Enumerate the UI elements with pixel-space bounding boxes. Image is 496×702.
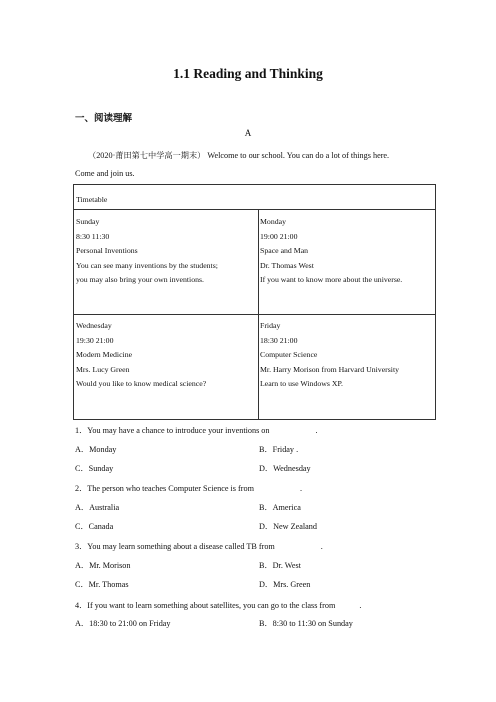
section-heading: 一、阅读理解 [75,114,133,124]
timetable-header: Timetable [76,195,108,204]
cell-time: 19:30 21:00 [76,335,114,345]
cell-teacher: Dr. Thomas West [260,260,314,270]
option-c[interactable]: C．Sunday [75,464,114,473]
cell-time: 18:30 21:00 [260,335,298,345]
question-1 [75,425,318,436]
cell-time: 8:30 11:30 [76,231,110,241]
question-end: . [359,601,362,610]
timetable-cell-friday [260,319,399,392]
question-end: . [299,484,302,493]
cell-note: Would you like to know medical science? [76,379,207,388]
question-stem: 1．You may have a chance to introduce your inventions on [75,426,270,435]
question-4 [75,600,361,611]
option-a[interactable]: A．Australia [75,503,120,512]
option-d[interactable]: D．New Zealand [259,522,317,531]
cell-course: Computer Science [260,350,318,359]
question-2 [75,483,302,494]
cell-detail: You can see many inventions by the students; [76,260,218,270]
question-stem: 3．You may learn something about a disease called TB from [75,542,275,551]
option-a[interactable]: A．18:30 to 21:00 on Friday [75,619,171,628]
timetable-cell-monday [260,215,402,288]
option-c[interactable]: C．Canada [75,522,114,531]
question-end: . [315,426,318,435]
page-title: 1.1 Reading and Thinking [173,66,323,81]
cell-time: 19:00 21:00 [260,231,298,241]
passage-label: A [244,128,252,138]
cell-note: you may also bring your own inventions. [76,275,204,284]
option-b[interactable]: B．America [259,503,301,512]
cell-day: Monday [260,217,286,226]
cell-teacher: Mr. Harry Morison from Harvard University [260,364,400,374]
option-d[interactable]: D．Wednesday [259,464,311,473]
option-c[interactable]: C．Mr. Thomas [75,580,129,589]
question-3 [75,541,323,552]
question-stem: 2．The person who teaches Computer Science is from [75,484,254,493]
question-stem: 4．If you want to learn something about satellites, you can go to the class from [75,601,336,610]
cell-day: Friday [260,321,281,330]
row-divider [74,314,435,315]
option-a[interactable]: A．Monday [75,445,117,454]
cell-course: Personal Inventions [76,246,138,255]
option-b[interactable]: B．Dr. West [259,561,301,570]
option-d[interactable]: D．Mrs. Green [259,580,311,589]
question-end: . [320,542,323,551]
cell-course: Modern Medicine [76,350,133,359]
cell-course: Space and Man [260,246,309,255]
column-divider [258,210,259,420]
timetable-header-row [74,185,435,210]
timetable-cell-wednesday [76,319,206,392]
option-b[interactable]: B．8:30 to 11:30 on Sunday [259,619,353,628]
cell-note: If you want to know more about the universe. [260,275,403,284]
cell-day: Sunday [76,217,100,226]
cell-day: Wednesday [76,321,112,330]
option-b[interactable]: B．Friday . [259,445,299,454]
timetable [73,184,436,420]
passage-intro-line-2: Come and join us. [75,169,135,178]
cell-teacher: Mrs. Lucy Green [76,364,130,374]
timetable-cell-sunday [76,215,218,288]
passage-intro-line-1: （2020·莆田第七中学高一期末） Welcome to our school. You can do a lot of things here. [88,151,390,160]
option-a[interactable]: A．Mr. Morison [75,561,131,570]
cell-note: Learn to use Windows XP. [260,379,343,388]
